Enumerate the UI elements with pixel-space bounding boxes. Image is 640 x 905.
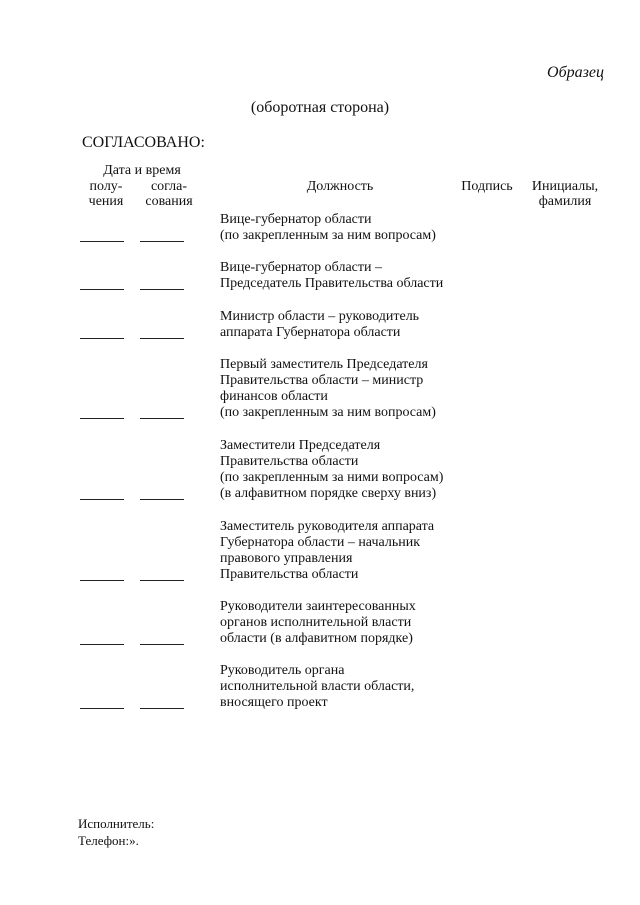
approval-row-position [220,438,443,502]
approval-date-blank [140,289,184,290]
position-text-line: финансов области [220,389,328,404]
approval-date-blank [140,708,184,709]
position-text-line: (в алфавитном порядке сверху вниз) [220,486,437,501]
position-text-line: (по закрепленным за ним вопросам) [220,228,436,243]
agreed-heading: СОГЛАСОВАНО: [82,134,205,151]
approval-date-blank [140,338,184,339]
position-text-line: Заместители Председателя [220,438,381,453]
position-text-line: Министр области – руководитель [220,309,420,324]
approval-row-position [220,519,434,583]
receipt-date-blank [80,580,124,581]
approval-row-position [220,260,443,292]
approval-row-position [220,212,436,244]
receipt-date-blank [80,418,124,419]
position-text-line: (по закрепленным за ним вопросам) [220,405,436,420]
approval-date-blank [140,644,184,645]
position-text-line: Председатель Правительства области [220,276,444,291]
column-header-initials [523,179,607,209]
position-text-line: области (в алфавитном порядке) [220,631,413,646]
column-header-position: Должность [306,179,374,194]
position-text-line: Правительства области [220,454,359,469]
phone-label: Телефон:». [78,833,139,848]
column-header-receipt [82,179,130,209]
position-text-line: аппарата Губернатора области [220,325,401,340]
receipt-date-blank [80,289,124,290]
position-text-line: (по закрепленным за ними вопросам) [220,470,444,485]
position-text-line: Вице-губернатор области [220,212,372,227]
approval-row-position [220,599,416,647]
column-header-initials-line: фамилия [538,194,592,209]
sample-label: Образец [547,64,604,81]
column-header-initials-line: Инициалы, [531,179,599,194]
page-subtitle: (оборотная сторона) [250,99,390,116]
position-text-line: Вице-губернатор области – [220,260,382,275]
receipt-date-blank [80,241,124,242]
position-text-line: исполнительной власти области, [220,679,415,694]
column-header-datetime: Дата и время [103,163,181,178]
position-text-line: Руководители заинтересованных [220,599,416,614]
receipt-date-blank [80,644,124,645]
approval-row-position [220,309,419,341]
approval-date-blank [140,418,184,419]
column-header-receipt-line: чения [88,194,124,209]
column-header-signature: Подпись [461,179,513,194]
approval-date-blank [140,241,184,242]
position-text-line: Первый заместитель Председателя [220,357,428,372]
receipt-date-blank [80,708,124,709]
position-text-line: Правительства области [220,567,359,582]
position-text-line: правового управления [220,551,353,566]
approval-date-blank [140,499,184,500]
position-text-line: Губернатора области – начальник [220,535,420,550]
position-text-line: органов исполнительной власти [220,615,412,630]
position-text-line: Заместитель руководителя аппарата [220,519,435,534]
column-header-approval-line: сования [145,194,193,209]
column-header-approval-line: согла- [150,179,188,194]
receipt-date-blank [80,338,124,339]
position-text-line: Руководитель органа [220,663,345,678]
approval-date-blank [140,580,184,581]
column-header-receipt-line: полу- [89,179,123,194]
approval-row-position [220,663,414,711]
position-text-line: вносящего проект [220,695,328,710]
executor-label: Исполнитель: [78,816,155,831]
position-text-line: Правительства области – министр [220,373,424,388]
approval-row-position [220,357,436,421]
column-header-approval [138,179,200,209]
receipt-date-blank [80,499,124,500]
